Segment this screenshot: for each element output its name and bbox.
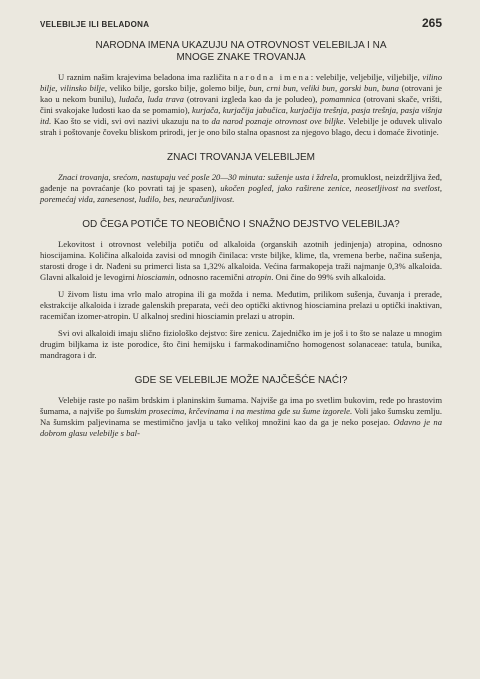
text-run: U raznim našim krajevima beladona ima različita [58, 72, 234, 82]
heading-line-1: NARODNA IMENA UKAZUJU NA OTROVNOST VELEBILJA I NA [95, 40, 387, 51]
italic-text-run: pomamnica [320, 94, 361, 104]
text-run: Kao što se vidi, svi ovi nazivi ukazuju na to [51, 116, 212, 126]
italic-text-run: ludača, luda trava [118, 94, 184, 104]
text-run: , odnosno racemični [174, 272, 247, 282]
italic-text-run: vilino bilje, vilinsko bilje [40, 72, 442, 93]
italic-text-run: da narod poznaje otrovnost ove biljke [211, 116, 344, 126]
text-run: (otrovani izgleda kao da je poludeo), [183, 94, 321, 104]
text-run: Lekovitost i otrovnost velebilja potiču od alkaloida (organskih azotnih jedinjenja) atropina, odnosno hioscijamina. Količina alkaloida zavisi od mnogih činilaca: vrste biljke, klime, tla, vremena berbe, načina sušenja, starosti droge i dr. Nađeni su primerci lista sa 1,32% alkaloida. Većina farmakopeja traži najmanje 0,3% alkaloida. Glavni alkaloid je levogirni [40, 239, 442, 282]
spaced-text-run: narodna imena [233, 72, 311, 82]
paragraph-folk-names [40, 72, 442, 138]
italic-text-run: atropin [246, 272, 272, 282]
text-run: Velebije raste po našim brdskim i planinskim šumama. Najviše ga ima po svetlim bukovim, ređe po hrastovim šumama, a najviše po [40, 395, 442, 416]
italic-text-run: hiosciamin [136, 272, 175, 282]
paragraph-alkaloids [40, 239, 442, 283]
running-header [40, 16, 442, 30]
italic-text-run: bun, crni bun, veliki bun, gorski bun, buna [248, 83, 399, 93]
section-heading-alkaloid-origin: OD ČEGA POTIČE TO NEOBIČNO I SNAŽNO DEJSTVO VELEBILJA? [82, 219, 400, 230]
italic-text-run: kurjača, kurjačija jabučica, kurjačija trešnja, pasja trešnja, pasja višnja itd. [40, 105, 442, 126]
text-run: promuklost, neizdržljiva žeđ, gađenje na povraćanje (ko povrati taj je spasen), [40, 172, 442, 193]
section-heading-folk-names [40, 40, 442, 64]
heading-line-2: MNOGE ZNAKE TROVANJA [176, 52, 306, 63]
text-run: . Velebilje je oduvek ulivalo strah i poštovanje čoveku bliskom prirodi, jer je ono bilo stalna opasnost za njegovo blago, decu i domaće životinje. [40, 116, 442, 137]
section-heading-poisoning-signs: ZNACI TROVANJA VELEBILJEM [166, 152, 315, 163]
paragraph-physiological-effect: Svi ovi alkaloidi imaju slično fiziološko dejstvo: šire zenicu. Zajedničko im je još i to što se nalaze u mnogim drugim biljkama iz iste porodice, što čini hemijsku i farmakodinamično homogenost solanaceae: tatula, bunika, mandragora i dr. [40, 328, 442, 360]
italic-text-run: šumskim prosecima, krčevinama i na mestima gde su šume izgorele [116, 406, 350, 416]
page-number: 265 [421, 16, 442, 30]
paragraph-atropin-conversion: U živom listu ima vrlo malo atropina ili ga možda i nema. Međutim, prilikom sušenja, čuvanja i prerade, ekstrakcije alkaloida i izrade galenskih preparata, veći deo optički aktivnog hiosciamina prelazi u optički inaktivan, racemičan izomer-atropin. U alkalnoj sredini hiosciamin prelazi u atropin. [40, 289, 442, 321]
text-run: (otrovani skače, vrišti, čini svakojake ludosti kao da se pomamio), [40, 94, 442, 115]
italic-text-run: Odavno je na dobrom glasu velebilje s bal- [40, 417, 442, 438]
text-run: , veliko bilje, gorsko bilje, golemo bilje, [104, 83, 249, 93]
italic-text-run: ukočen pogled, jako raširene zenice, neosetljivost na svetlost, poremećaj vida, zanesenost, ludilo, bes, neuračunljivost. [40, 183, 442, 204]
text-run: : velebilje, veljebilje, viljebilje, [310, 72, 423, 82]
italic-text-run: Znaci trovanja, srećom, nastupaju već posle 20—30 minuta: suženje usta i ždrela, [58, 172, 340, 182]
text-run: . Voli jako šumsku zemlju. Na šumskim paljevinama se mestimično javlja u tako velikoj množini kao da ga je neko posejao. [40, 406, 442, 427]
running-title: VELEBILJE ILI BELADONA [40, 20, 150, 29]
paragraph-poisoning-signs [40, 172, 442, 205]
section-heading-habitat: GDE SE VELEBILJE MOŽE NAJČEŠĆE NAĆI? [134, 375, 348, 386]
paragraph-habitat [40, 395, 442, 439]
text-run: (otrovani je kao u nekom bunilu), [40, 83, 442, 104]
text-run: . Oni čine do 99% svih alkaloida. [271, 272, 386, 282]
